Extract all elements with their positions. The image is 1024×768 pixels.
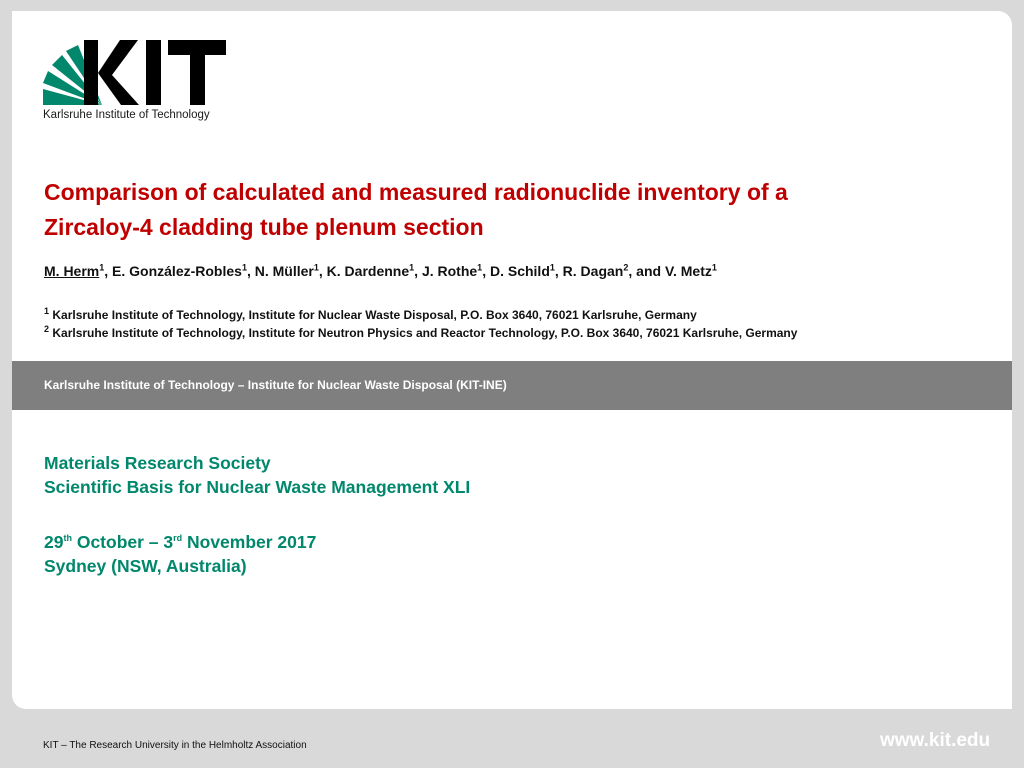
date-start-day: 29 <box>44 532 64 552</box>
author-name: D. Schild <box>489 263 550 279</box>
conference-location: Sydney (NSW, Australia) <box>44 556 247 576</box>
affiliation-number: 2 <box>44 324 50 334</box>
author-separator: , <box>554 263 563 279</box>
author-list <box>44 263 717 279</box>
author-name: J. Rothe <box>421 263 478 279</box>
affiliation-text: Karlsruhe Institute of Technology, Institute for Neutron Physics and Reactor Technology, P.O. Box 3640, 76021 Karlsruhe, Germany <box>52 326 798 340</box>
author-separator: , <box>104 263 113 279</box>
affiliation-item <box>44 306 797 324</box>
footer-url[interactable]: www.kit.edu <box>880 730 991 751</box>
author-affiliation-mark: 1 <box>99 262 105 273</box>
kit-letters-icon <box>84 40 226 105</box>
date-range <box>44 530 316 554</box>
kit-logo-graphic <box>42 37 232 109</box>
kit-logo-subtitle: Karlsruhe Institute of Technology <box>43 109 210 121</box>
author-name: E. González-Robles <box>112 263 242 279</box>
title-line-2: Zircaloy-4 cladding tube plenum section <box>44 214 484 240</box>
institute-band-text: Karlsruhe Institute of Technology – Institute for Nuclear Waste Disposal (KIT-INE) <box>44 378 507 392</box>
institute-band <box>12 361 1012 410</box>
date-end-month: November 2017 <box>182 532 317 552</box>
author-name: K. Dardenne <box>326 263 410 279</box>
affiliation-item <box>44 324 797 342</box>
conference-date <box>44 530 316 578</box>
date-start-suffix: th <box>63 533 72 544</box>
author-name: M. Herm <box>44 263 100 279</box>
slide-title <box>44 175 944 245</box>
author-name: V. Metz <box>664 263 712 279</box>
author-separator: , <box>482 263 490 279</box>
slide <box>12 11 1012 709</box>
affiliation-text: Karlsruhe Institute of Technology, Institute for Nuclear Waste Disposal, P.O. Box 3640, 76021 Karlsruhe, Germany <box>52 308 697 322</box>
author-affiliation-mark: 1 <box>241 262 247 273</box>
author-affiliation-mark: 1 <box>313 262 319 273</box>
author-separator: , <box>246 263 255 279</box>
title-line-1: Comparison of calculated and measured radionuclide inventory of a <box>44 179 788 205</box>
author-separator: , <box>318 263 327 279</box>
author-name: R. Dagan <box>562 263 624 279</box>
author-separator: , and <box>628 263 665 279</box>
affiliation-list <box>44 306 797 342</box>
author-affiliation-mark: 1 <box>477 262 483 273</box>
author-name: N. Müller <box>254 263 314 279</box>
author-affiliation-mark: 1 <box>549 262 555 273</box>
footer-tagline: KIT – The Research University in the Helmholtz Association <box>43 740 307 751</box>
date-start-month: October – 3 <box>71 532 174 552</box>
affiliation-number: 1 <box>44 306 50 316</box>
conference-name: Scientific Basis for Nuclear Waste Management XLI <box>44 477 471 497</box>
author-affiliation-mark: 2 <box>623 262 629 273</box>
date-end-suffix: rd <box>173 533 183 544</box>
author-separator: , <box>414 263 422 279</box>
kit-logo <box>42 37 232 129</box>
conference-info <box>44 451 470 499</box>
conference-society: Materials Research Society <box>44 453 271 473</box>
author-affiliation-mark: 1 <box>409 262 415 273</box>
author-affiliation-mark: 1 <box>711 262 717 273</box>
